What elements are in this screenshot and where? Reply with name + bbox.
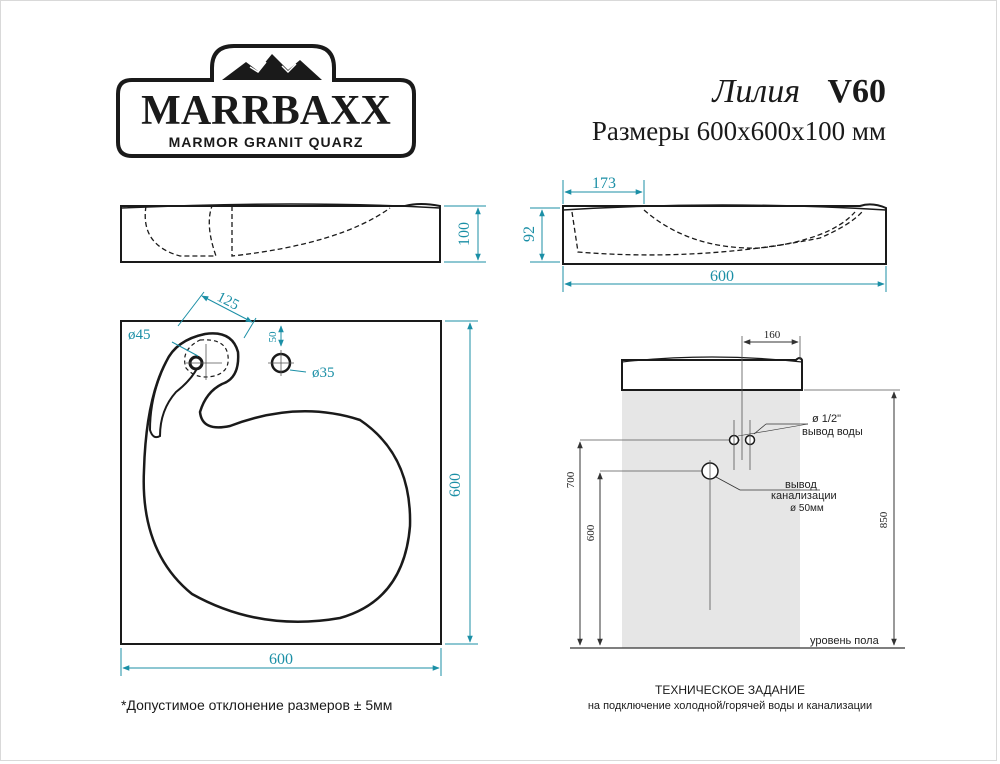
spec-subtitle: на подключение холодной/горячей воды и канализации (587, 700, 873, 712)
spec-title: ТЕХНИЧЕСКОЕ ЗАДАНИЕ (655, 683, 805, 697)
side-view (521, 175, 886, 292)
brand-logo (118, 46, 414, 156)
dim-top-125: 125 (214, 289, 242, 314)
wall (622, 390, 800, 648)
front-view (121, 204, 486, 262)
dim-side-depth: 92 (521, 226, 538, 242)
drain-label-3: ø 50мм (790, 503, 824, 514)
dim-850: 850 (878, 511, 890, 529)
dim-top-d35: ø35 (312, 365, 335, 381)
water-outlet-label: вывод воды (802, 426, 863, 438)
dim-side-width: 600 (710, 268, 734, 285)
top-view (121, 289, 478, 676)
brand-tagline: MARMOR GRANIT QUARZ (168, 134, 364, 150)
dim-side-offset: 173 (592, 175, 616, 192)
dim-top-height: 600 (447, 473, 464, 497)
dim-front-height: 100 (456, 222, 473, 246)
dim-top-50: 50 (267, 331, 279, 343)
water-pipe-size: ø 1/2" (812, 413, 841, 425)
model-size: Размеры 600х600х100 мм (591, 116, 886, 146)
brand-name: MARRBAXX (141, 88, 391, 134)
drain-label-2: канализации (771, 490, 837, 502)
model-name: Лилия (712, 73, 800, 110)
dim-160: 160 (763, 329, 781, 341)
dim-700: 700 (565, 471, 577, 489)
mountain-icon (222, 54, 322, 80)
drain-label-1: вывод (785, 479, 817, 491)
model-code: V60 (827, 73, 886, 110)
floor-label: уровень пола (810, 635, 879, 647)
dim-600-floor: 600 (585, 524, 597, 542)
installation-scheme (565, 329, 905, 648)
tolerance-note: *Допустимое отклонение размеров ± 5мм (121, 697, 393, 713)
dim-top-width: 600 (269, 651, 293, 668)
product-header (592, 73, 886, 146)
dim-top-d45: ø45 (128, 327, 151, 343)
